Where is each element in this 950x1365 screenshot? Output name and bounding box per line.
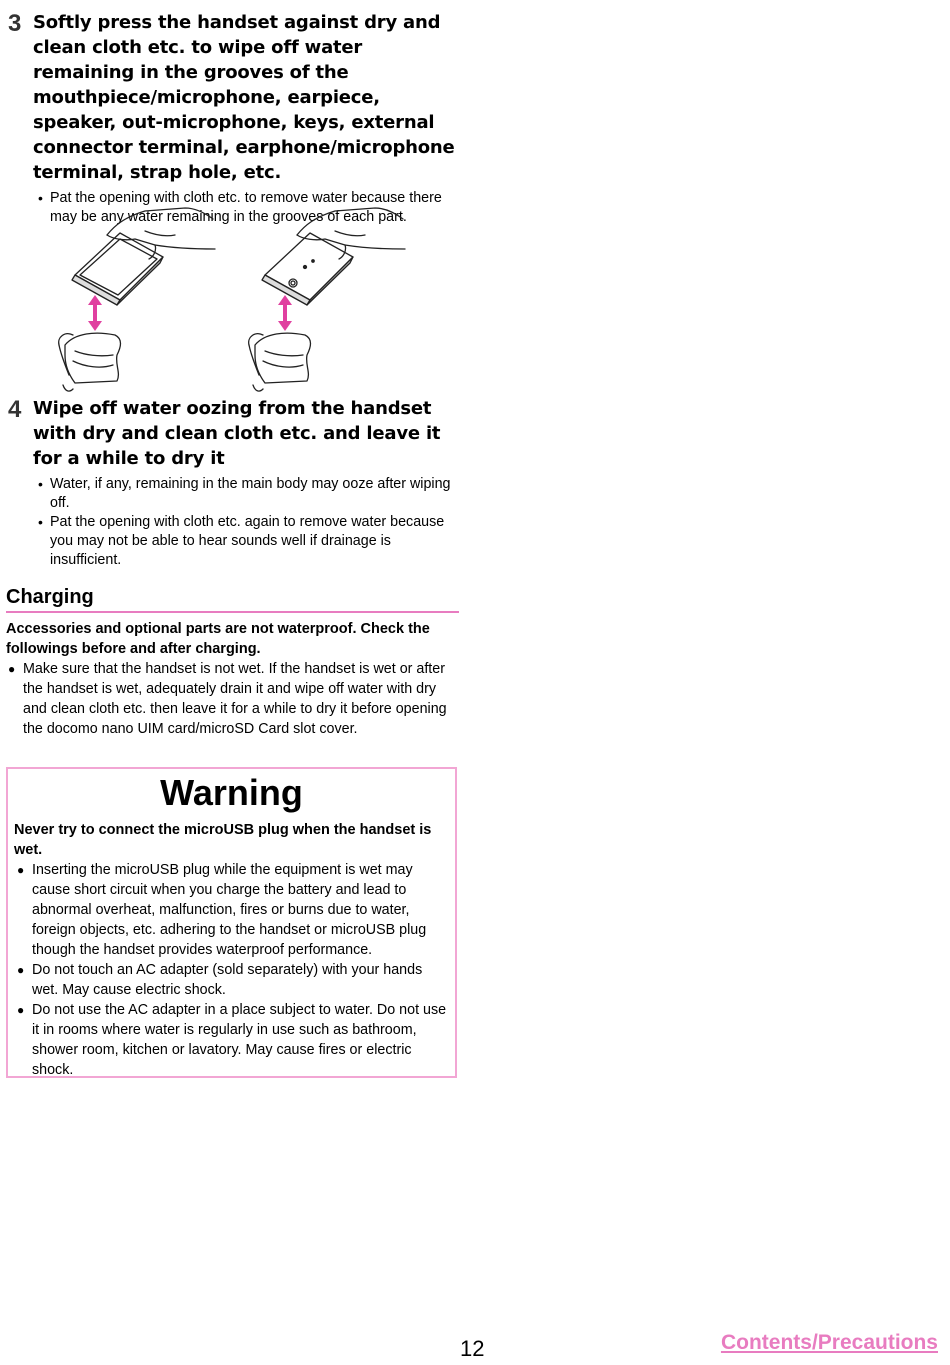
bullet-item: • Water, if any, remaining in the main body may ooze after wiping off. xyxy=(36,475,461,513)
cloth-icon xyxy=(249,333,311,391)
wiping-illustration xyxy=(55,205,475,395)
charging-list xyxy=(6,659,451,739)
section-title: Charging xyxy=(6,586,459,613)
step-bullets xyxy=(36,475,461,570)
list-item: ● Make sure that the handset is not wet. If the handset is wet or after the handset is wet, adequately drain it and wipe off water with dry and clean cloth etc. then leave it for a while to dry it before opening the docomo nano UIM card/microSD Card slot cover. xyxy=(6,659,451,739)
double-arrow-icon xyxy=(278,295,292,331)
warning-note: Never try to connect the microUSB plug when the handset is wet. xyxy=(14,822,432,858)
charging-note: Accessories and optional parts are not waterproof. Check the followings before and after charging. xyxy=(6,621,430,657)
phone-front-icon xyxy=(72,208,215,305)
cloth-icon xyxy=(59,333,121,391)
step-title: Softly press the handset against dry and clean cloth etc. to wipe off water remaining in the grooves of the mouthpiece/microphone, earpiece, speaker, out-microphone, keys, external connector terminal, earphone/microphone terminal, strap hole, etc. xyxy=(33,12,455,183)
step-number: 4 xyxy=(8,396,22,423)
step-number: 3 xyxy=(8,10,22,37)
warning-box xyxy=(6,767,457,1078)
bullet-item: • Pat the opening with cloth etc. again to remove water because you may not be able to hear sounds well if drainage is insufficient. xyxy=(36,513,461,570)
step-4 xyxy=(6,396,461,570)
step-title: Wipe off water oozing from the handset with dry and clean cloth etc. and leave it for a while to dry it xyxy=(33,398,441,469)
list-item: ● Inserting the microUSB plug while the equipment is wet may cause short circuit when you charge the battery and lead to abnormal overheat, malfunction, fires or burns due to water, foreign objects, etc. adhering to the handset or microUSB plug though the handset provides waterproof performance. xyxy=(15,860,451,960)
contents-precautions-link[interactable]: Contents/Precautions xyxy=(720,1331,938,1354)
page-number: 12 xyxy=(460,1336,485,1361)
double-arrow-icon xyxy=(88,295,102,331)
warning-title: Warning xyxy=(160,772,303,813)
bullet-item: • Pat the opening with cloth etc. to remove water because there may be any water remaining in the grooves of each part. xyxy=(36,189,461,227)
warning-list xyxy=(15,860,451,1080)
list-item: ● Do not use the AC adapter in a place subject to water. Do not use it in rooms where water is regularly in use such as bathroom, shower room, kitchen or lavatory. May cause fires or electric shock. xyxy=(15,1000,451,1080)
list-item: ● Do not touch an AC adapter (sold separately) with your hands wet. May cause electric shock. xyxy=(15,960,451,1000)
phone-back-icon xyxy=(262,208,405,305)
step-3 xyxy=(6,10,461,227)
